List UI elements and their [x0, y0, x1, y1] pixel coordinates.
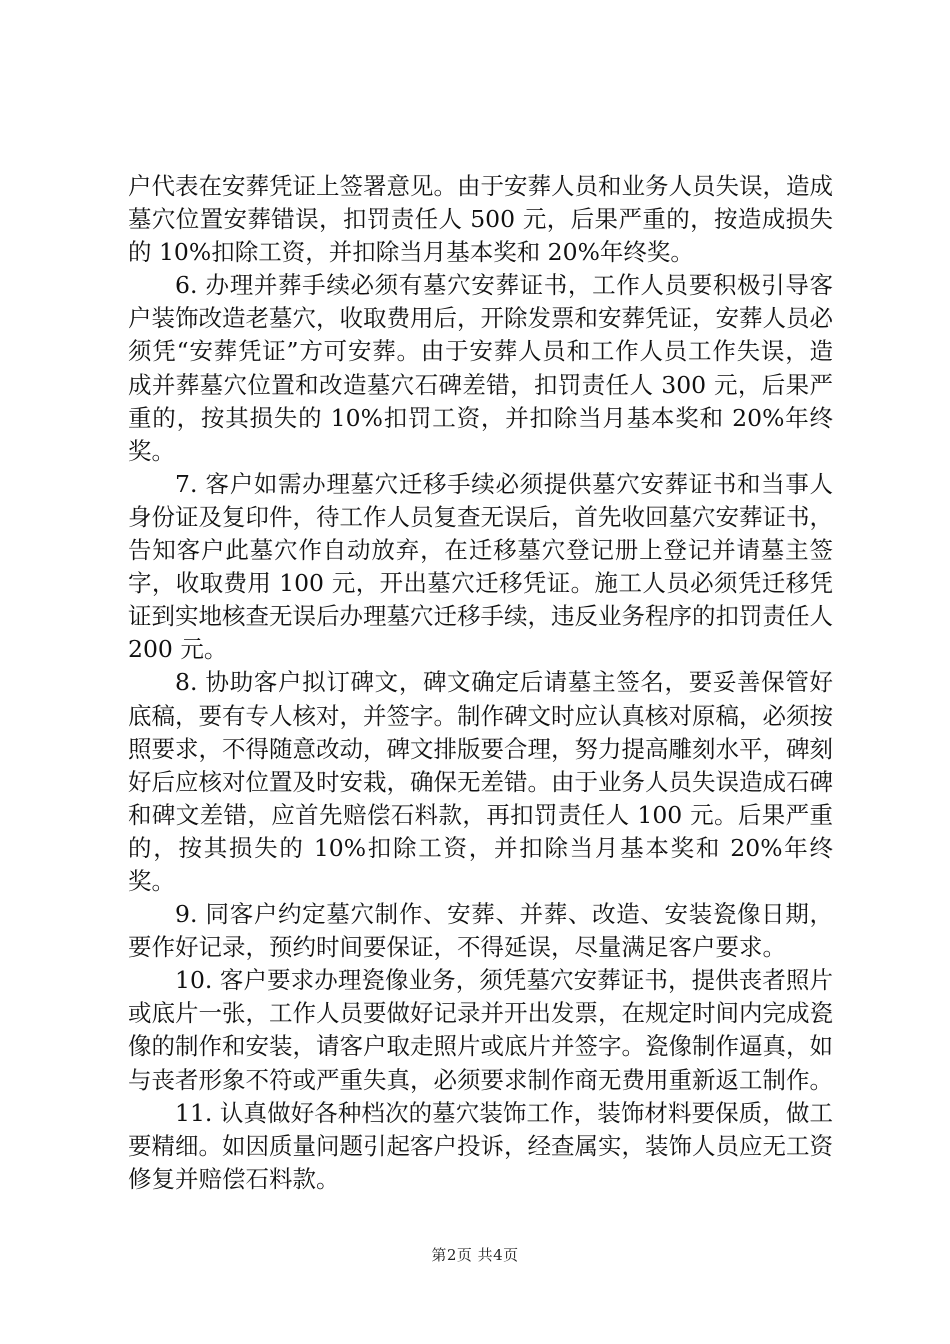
- paragraph-item-8: 8. 协助客户拟订碑文，碑文确定后请墓主签名，要妥善保管好底稿，要有专人核对，并签字。制作碑文时应认真核对原稿，必须按照要求，不得随意改动，碑文排版要合理，努力提高雕刻水平，碑刻好后应核对位置及时安栽，确保无差错。由于业务人员失误造成石碑和碑文差错，应首先赔偿石料款，再扣罚责任人 100 元。后果严重的，按其损失的 10%扣除工资，并扣除当月基本奖和 20%年终奖。: [128, 668, 833, 895]
- paragraph-item-11: 11. 认真做好各种档次的墓穴装饰工作，装饰材料要保质，做工要精细。如因质量问题引起客户投诉，经查属实，装饰人员应无工资修复并赔偿石料款。: [128, 1098, 833, 1193]
- paragraph-item-7: 7. 客户如需办理墓穴迁移手续必须提供墓穴安葬证书和当事人身份证及复印件，待工作人员复查无误后，首先收回墓穴安葬证书，告知客户此墓穴作自动放弃，在迁移墓穴登记册上登记并请墓主签字，收取费用 100 元，开出墓穴迁移凭证。施工人员必须凭迁移凭证到实地核查无误后办理墓穴迁移手续，违反业务程序的扣罚责任人 200 元。: [128, 469, 833, 664]
- paragraph-item-10: 10. 客户要求办理瓷像业务，须凭墓穴安葬证书，提供丧者照片或底片一张，工作人员要做好记录并开出发票，在规定时间内完成瓷像的制作和安装，请客户取走照片或底片并签字。瓷像制作逼真，如与丧者形象不符或严重失真，必须要求制作商无费用重新返工制作。: [128, 966, 833, 1094]
- paragraph-continuation: 户代表在安葬凭证上签署意见。由于安葬人员和业务人员失误，造成墓穴位置安葬错误，扣罚责任人 500 元，后果严重的，按造成损失的 10%扣除工资，并扣除当月基本奖和 20%年终奖。: [128, 172, 833, 267]
- document-body: [128, 170, 833, 1196]
- page-number-footer: 第2页 共4页: [431, 1246, 519, 1264]
- paragraph-item-9: 9. 同客户约定墓穴制作、安葬、并葬、改造、安装瓷像日期，要作好记录，预约时间要保证，不得延误，尽量满足客户要求。: [128, 900, 833, 962]
- paragraph-item-6: 6. 办理并葬手续必须有墓穴安葬证书，工作人员要积极引导客户装饰改造老墓穴，收取费用后，开除发票和安葬凭证，安葬人员必须凭“安葬凭证”方可安葬。由于安葬人员和工作人员工作失误，造成并葬墓穴位置和改造墓穴石碑差错，扣罚责任人 300 元，后果严重的，按其损失的 10%扣罚工资，并扣除当月基本奖和 20%年终奖。: [128, 271, 833, 465]
